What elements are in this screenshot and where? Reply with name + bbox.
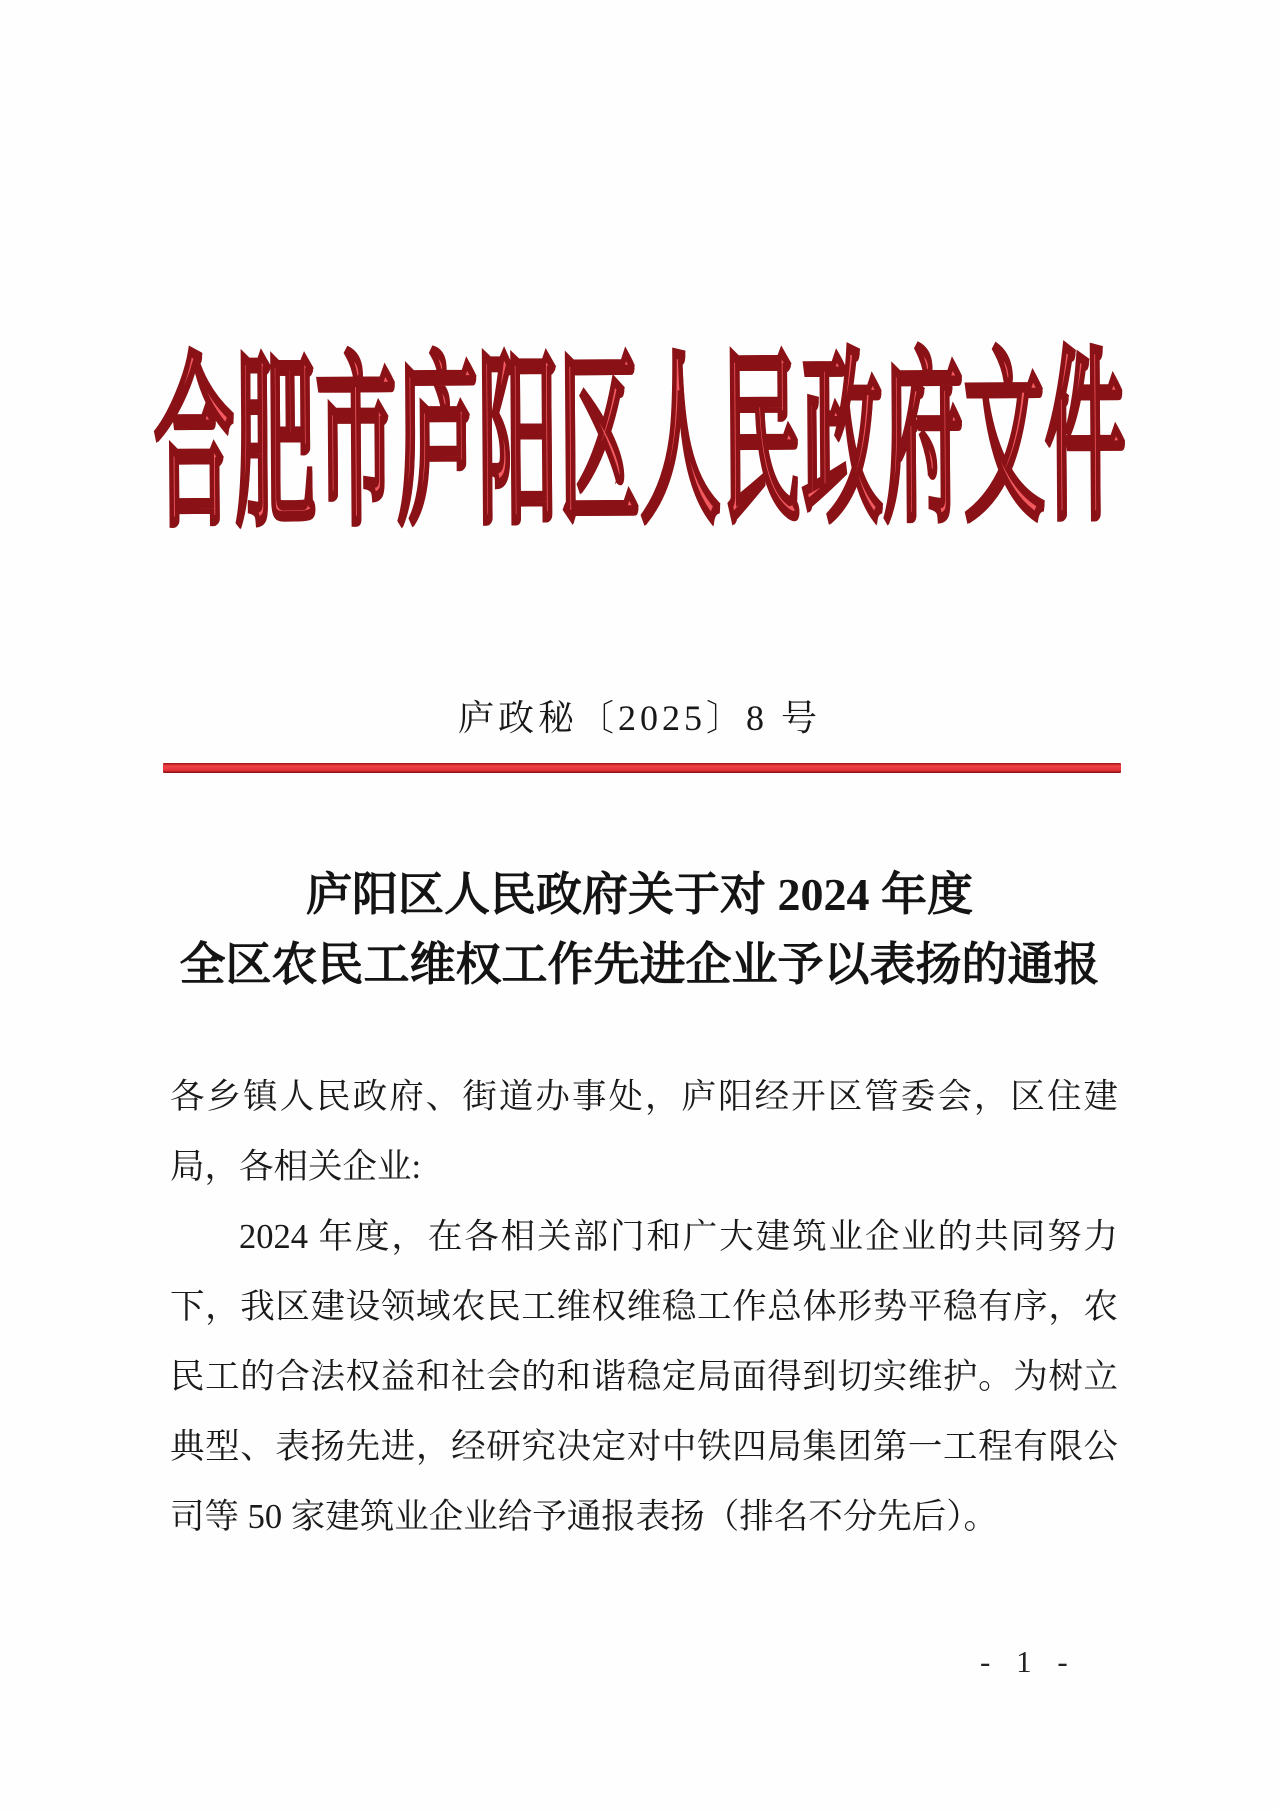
document-title (0, 860, 1279, 1000)
document-reference-number: 庐政秘〔2025〕8 号 (457, 698, 821, 738)
document-title-line1: 庐阳区人民政府关于对 2024 年度 (306, 869, 973, 920)
government-red-header-banner: 合肥市庐阳区人民政府文件 (153, 339, 1127, 551)
addressee-paragraph: 各乡镇人民政府、街道办事处，庐阳经开区管委会，区住建局，各相关企业: (170, 1078, 1118, 1186)
main-paragraph: 2024 年度，在各相关部门和广大建筑业企业的共同努力下，我区建设领域农民工维权维稳工作总体形势平稳有序，农民工的合法权益和社会的和谐稳定局面得到切实维护。为树立典型、表扬先进，经研究决定对中铁四局集团第一工程有限公司等 50 家建筑业企业给予通报表扬（排名不分先后）。 (170, 1218, 1118, 1536)
page-number: - 1 - (980, 1644, 1077, 1679)
document-body (170, 1062, 1118, 1552)
document-title-line2: 全区农民工维权工作先进企业予以表扬的通报 (179, 939, 1100, 990)
red-divider-rule (163, 763, 1121, 773)
